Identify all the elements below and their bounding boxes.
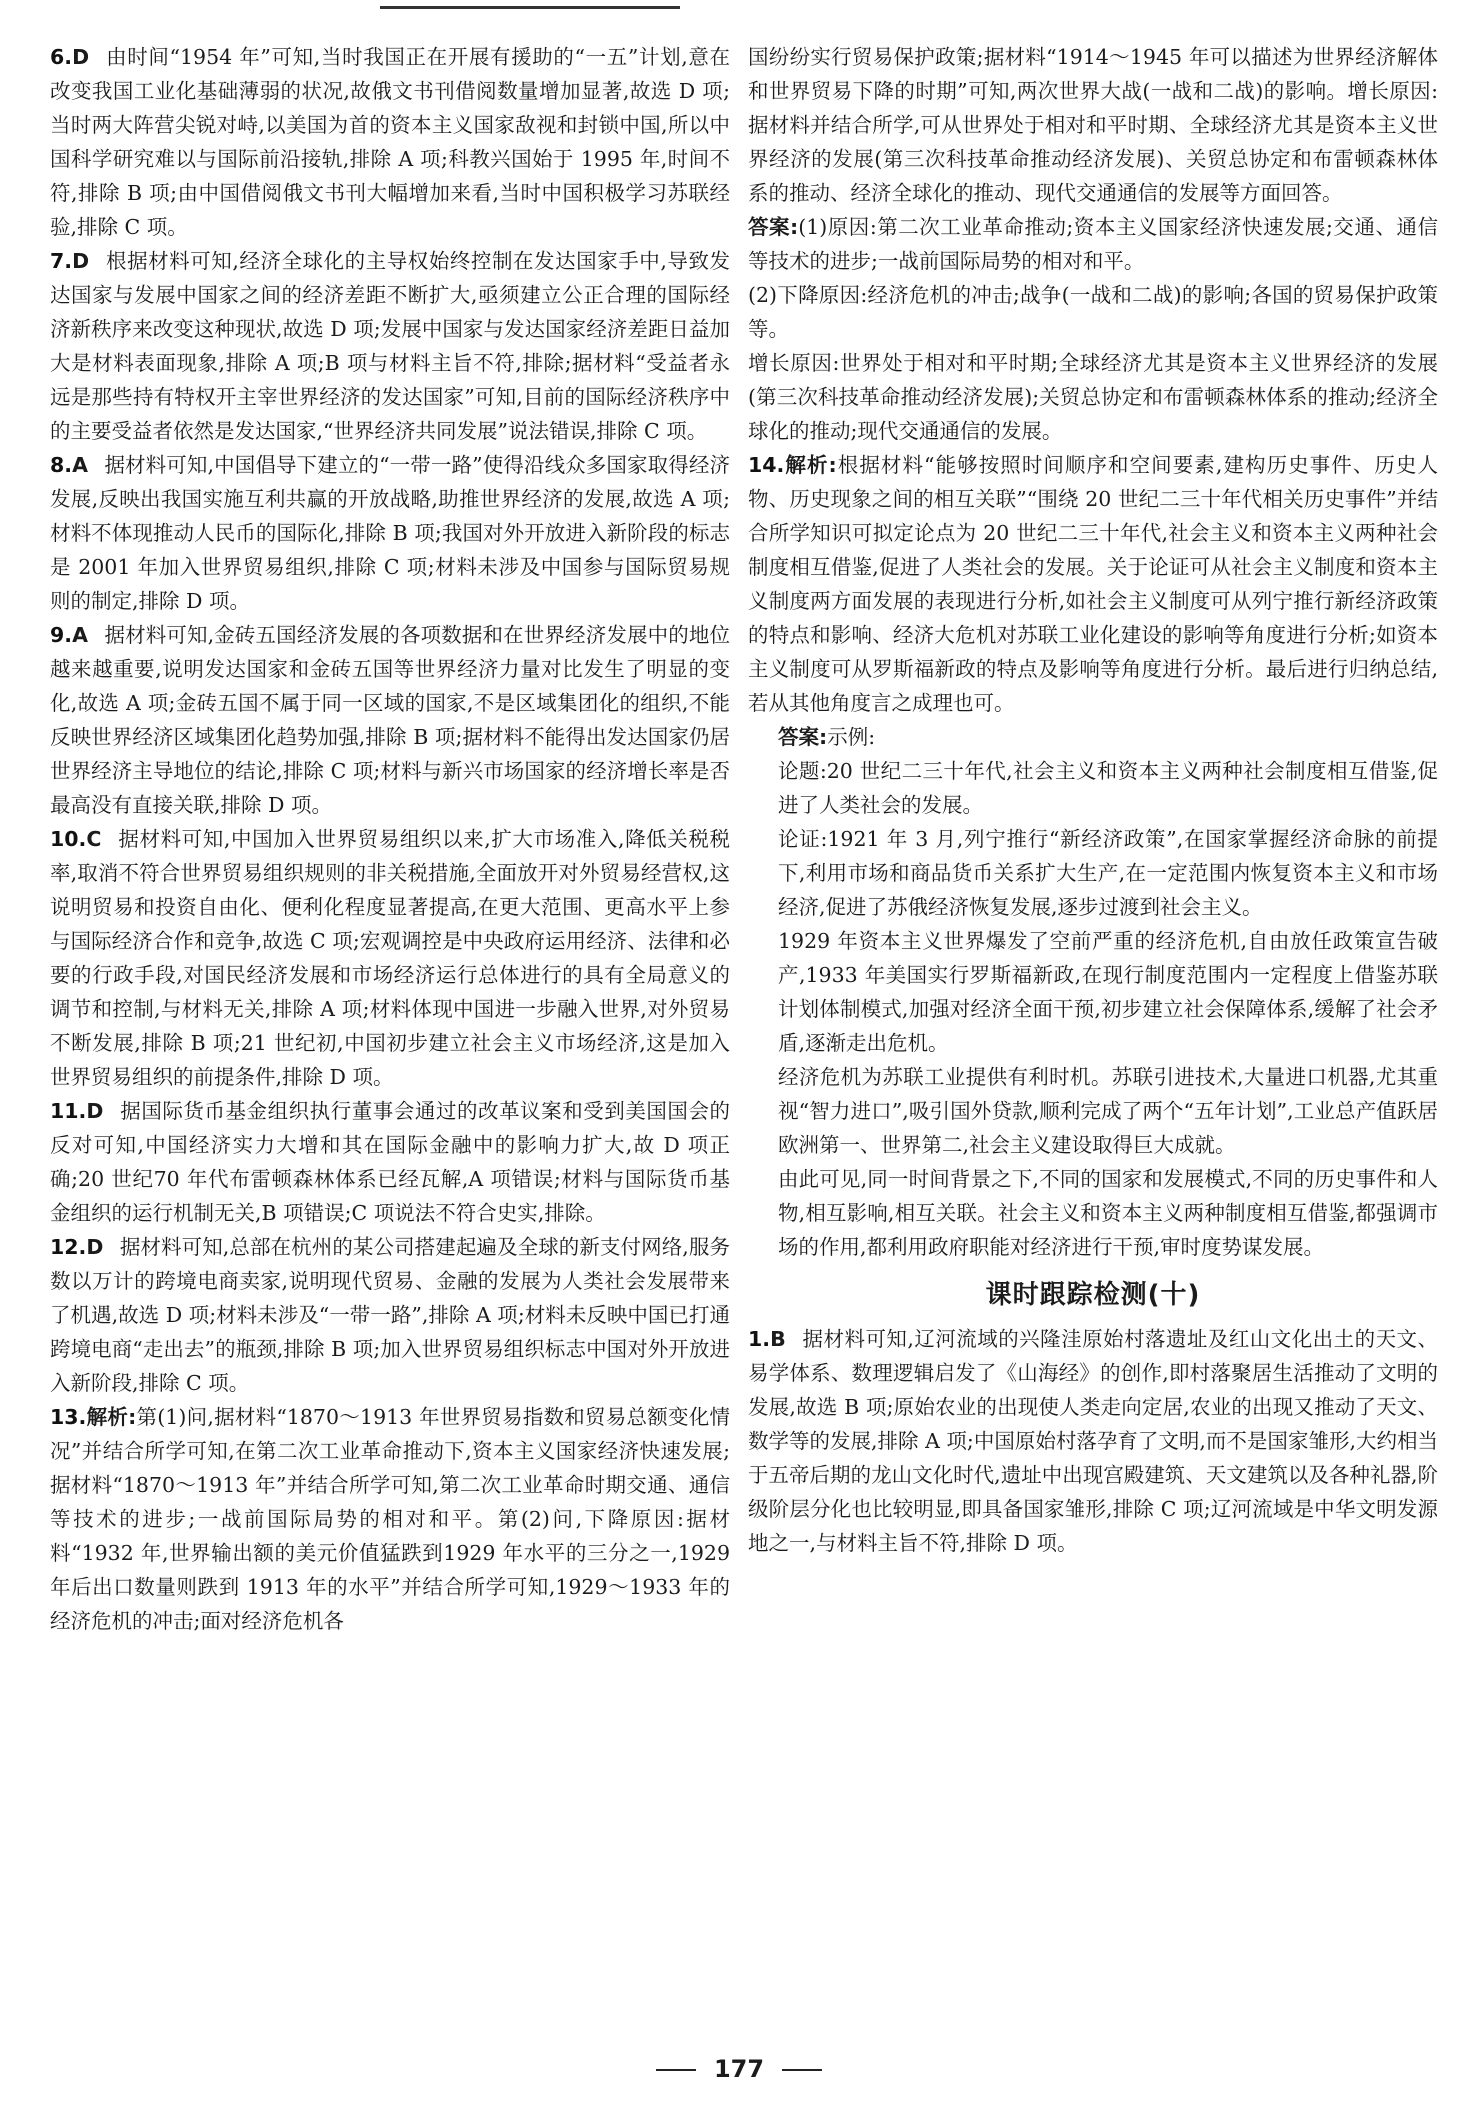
page-number: 177 <box>0 2055 1478 2083</box>
answer-item-1: 1.B 据材料可知,辽河流域的兴隆洼原始村落遗址及红山文化出土的天文、易学体系、数理逻辑启发了《山海经》的创作,即村落聚居生活推动了文明的发展,故选 B 项;原始农业的出现使人类走向定居,农业的出现又推动了天文、数学等的发展,排除 A 项;中国原始村落孕育了文明,而不是国家雏形,大约相当于五帝后期的龙山文化时代,遗址中出现宫殿建筑、天文建筑以及各种礼器,阶级阶层分化也比较明显,即具备国家雏形,排除 C 项;辽河流域是中华文明发源地之一,与材料主旨不符,排除 D 项。 <box>748 1327 1438 1555</box>
answer-item-11: 11.D 据国际货币基金组织执行董事会通过的改革议案和受到美国国会的反对可知,中国经济实力大增和其在国际金融中的影响力扩大,故 D 项正确;20 世纪70 年代布雷顿森林体系已经瓦解,A 项错误;材料与国际货币基金组织的运行机制无关,B 项错误;C 项说法不符合史实,排除。 <box>50 1099 730 1225</box>
item-14-answer <box>748 720 1438 1264</box>
answer-item-6: 6.D 由时间“1954 年”可知,当时我国正在开展有援助的“一五”计划,意在改变我国工业化基础薄弱的状况,故俄文书刊借阅数量增加显著,故选 D 项;当时两大阵营尖锐对峙,以美国为首的资本主义国家敌视和封锁中国,所以中国科学研究难以与国际前沿接轨,排除 A 项;科教兴国始于 1995 年,时间不符,排除 B 项;由中国借阅俄文书刊大幅增加来看,当时中国积极学习苏联经验,排除 C 项。 <box>50 45 730 239</box>
item-14-thesis: 论题:20 世纪二三十年代,社会主义和资本主义两种社会制度相互借鉴,促进了人类社会的发展。 <box>778 759 1438 817</box>
answer-item-9: 9.A 据材料可知,金砖五国经济发展的各项数据和在世界经济发展中的地位越来越重要,说明发达国家和金砖五国等世界经济力量对比发生了明显的变化,故选 A 项;金砖五国不属于同一区域的国家,不是区域集团化的组织,不能反映世界经济区域集团化趋势加强,排除 B 项;据材料不能得出发达国家仍居世界经济主导地位的结论,排除 C 项;材料与新兴市场国家的经济增长率是否最高没有直接关联,排除 D 项。 <box>50 623 730 817</box>
item-13-answer-3: 增长原因:世界处于相对和平时期;全球经济尤其是资本主义世界经济的发展(第三次科技革命推动经济发展);关贸总协定和布雷顿森林体系的推动;经济全球化的推动;现代交通通信的发展。 <box>748 351 1438 443</box>
section-title: 课时跟踪检测(十) <box>985 1280 1201 1310</box>
item-14-argument-1: 论证:1921 年 3 月,列宁推行“新经济政策”,在国家掌握经济命脉的前提下,利用市场和商品货币关系扩大生产,在一定范围内恢复资本主义和市场经济,促进了苏俄经济恢复发展,逐步过渡到社会主义。 <box>778 827 1438 919</box>
answer-item-10: 10.C 据材料可知,中国加入世界贸易组织以来,扩大市场准入,降低关税税率,取消不符合世界贸易组织规则的非关税措施,全面放开对外贸易经营权,这说明贸易和投资自由化、便利化程度显著提高,在更大范围、更高水平上参与国际经济合作和竞争,故选 C 项;宏观调控是中央政府运用经济、法律和必要的行政手段,对国民经济发展和市场经济运行总体进行的具有全局意义的调节和控制,与材料无关,排除 A 项;材料体现中国进一步融入世界,对外贸易不断发展,排除 B 项;21 世纪初,中国初步建立社会主义市场经济,这是加入世界贸易组织的前提条件,排除 D 项。 <box>50 827 730 1089</box>
right-column <box>748 40 1438 1560</box>
item-14-conclusion: 由此可见,同一时间背景之下,不同的国家和发展模式,不同的历史事件和人物,相互影响,相互关联。社会主义和资本主义两种制度相互借鉴,都强调市场的作用,都利用政府职能对经济进行干预,审时度势谋发展。 <box>778 1167 1438 1259</box>
item-14-argument-2: 1929 年资本主义世界爆发了空前严重的经济危机,自由放任政策宣告破产,1933 年美国实行罗斯福新政,在现行制度范围内一定程度上借鉴苏联计划体制模式,加强对经济全面干预,初步建立社会保障体系,缓解了社会矛盾,逐渐走出危机。 <box>778 929 1438 1055</box>
answer-item-13: 13.解析:第(1)问,据材料“1870～1913 年世界贸易指数和贸易总额变化情况”并结合所学可知,在第二次工业革命推动下,资本主义国家经济快速发展;据材料“1870～1913 年”并结合所学可知,第二次工业革命时期交通、通信等技术的进步;一战前国际局势的相对和平。第(2)问,下降原因:据材料“1932 年,世界输出额的美元价值猛跌到1929 年水平的三分之一,1929 年后出口数量则跌到 1913 年的水平”并结合所学可知,1929～1933 年的经济危机的冲击;面对经济危机各 <box>50 1405 730 1633</box>
answer-item-14: 14.解析:根据材料“能够按照时间顺序和空间要素,建构历史事件、历史人物、历史现象之间的相互关联”“围绕 20 世纪二三十年代相关历史事件”并结合所学知识可拟定论点为 20 世纪二三十年代,社会主义和资本主义两种社会制度相互借鉴,促进了人类社会的发展。关于论证可从社会主义制度和资本主义制度两方面发展的表现进行分析,如社会主义制度可从列宁推行新经济政策的特点和影响、经济大危机对苏联工业化建设的影响等角度进行分析;如资本主义制度可从罗斯福新政的特点及影响等角度进行分析。最后进行归纳总结,若从其他角度言之成理也可。 <box>748 453 1438 715</box>
item-13-continued: 国纷纷实行贸易保护政策;据材料“1914～1945 年可以描述为世界经济解体和世界贸易下降的时期”可知,两次世界大战(一战和二战)的影响。增长原因:据材料并结合所学,可从世界处于相对和平时期、全球经济尤其是资本主义世界经济的发展(第三次科技革命推动经济发展)、关贸总协定和布雷顿森林体系的推动、经济全球化的推动、现代交通通信的发展等方面回答。 <box>748 45 1438 205</box>
item-13-answer-1: 答案:(1)原因:第二次工业革命推动;资本主义国家经济快速发展;交通、通信等技术的进步;一战前国际局势的相对和平。 <box>748 215 1438 273</box>
left-column <box>50 40 730 1638</box>
top-rule <box>380 6 680 9</box>
answer-item-12: 12.D 据材料可知,总部在杭州的某公司搭建起遍及全球的新支付网络,服务数以万计的跨境电商卖家,说明现代贸易、金融的发展为人类社会发展带来了机遇,故选 D 项;材料未涉及“一带一路”,排除 A 项;材料未反映中国已打通跨境电商“走出去”的瓶颈,排除 B 项;加入世界贸易组织标志中国对外开放进入新阶段,排除 C 项。 <box>50 1235 730 1395</box>
item-14-argument-3: 经济危机为苏联工业提供有利时机。苏联引进技术,大量进口机器,尤其重视“智力进口”,吸引国外贷款,顺利完成了两个“五年计划”,工业总产值跃居欧洲第一、世界第二,社会主义建设取得巨大成就。 <box>778 1065 1438 1157</box>
page-dash-right <box>782 2069 822 2071</box>
page-dash-left <box>656 2069 696 2071</box>
item-13-answer-2: (2)下降原因:经济危机的冲击;战争(一战和二战)的影响;各国的贸易保护政策等。 <box>748 283 1438 341</box>
item-14-answer-head: 答案:示例: <box>778 725 876 749</box>
answer-item-8: 8.A 据材料可知,中国倡导下建立的“一带一路”使得沿线众多国家取得经济发展,反映出我国实施互利共赢的开放战略,助推世界经济的发展,故选 A 项;材料不体现推动人民币的国际化,排除 B 项;我国对外开放进入新阶段的标志是 2001 年加入世界贸易组织,排除 C 项;材料未涉及中国参与国际贸易规则的制定,排除 D 项。 <box>50 453 730 613</box>
answer-item-7: 7.D 根据材料可知,经济全球化的主导权始终控制在发达国家手中,导致发达国家与发展中国家之间的经济差距不断扩大,亟须建立公正合理的国际经济新秩序来改变这种现状,故选 D 项;发展中国家与发达国家经济差距日益加大是材料表面现象,排除 A 项;B 项与材料主旨不符,排除;据材料“受益者永远是那些持有特权开主宰世界经济的发达国家”可知,目前的国际经济秩序中的主要受益者依然是发达国家,“世界经济共同发展”说法错误,排除 C 项。 <box>50 249 730 443</box>
